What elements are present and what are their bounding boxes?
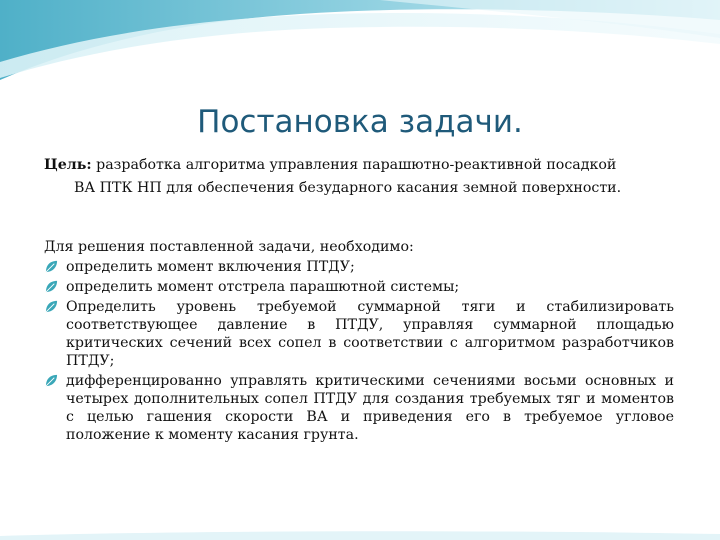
goal-label: Цель:	[44, 157, 92, 173]
list-item	[44, 372, 674, 444]
leaf-bullet-icon	[45, 280, 58, 293]
leaf-bullet-icon	[45, 260, 58, 273]
goal-statement	[44, 154, 684, 200]
list-item	[44, 298, 674, 370]
task-list	[44, 258, 674, 444]
list-item-text: определить момент отстрела парашютной системы;	[66, 279, 460, 295]
list-item-text: Определить уровень требуемой суммарной тяги и стабилизировать соответствующее давление в ПТДУ, управляя суммарной площадью критических сечений всех сопел в соответствии с алгоритмом разработчиков ПТДУ;	[66, 299, 674, 369]
header-wave-decoration	[0, 0, 720, 100]
list-item-text: определить момент включения ПТДУ;	[66, 259, 355, 275]
goal-text-line1: разработка алгоритма управления парашютно-реактивной посадкой	[91, 157, 617, 173]
task-list-section	[44, 237, 674, 446]
footer-wave-decoration	[0, 528, 720, 540]
leaf-bullet-icon	[45, 300, 58, 313]
leaf-bullet-icon	[45, 374, 58, 387]
slide-title: Постановка задачи.	[197, 104, 523, 140]
list-item	[44, 278, 674, 296]
list-item-text: дифференцированно управлять критическими сечениями восьми основных и четырех дополнительных сопел ПТДУ для создания требуемых тяг и моментов с целью гашения скорости ВА и приведения его в требуемое угловое положение к моменту касания грунта.	[66, 373, 674, 443]
list-item	[44, 258, 674, 276]
goal-text-line2: ВА ПТК НП для обеспечения безударного касания земной поверхности.	[74, 180, 622, 196]
task-intro: Для решения поставленной задачи, необходимо:	[44, 239, 414, 255]
